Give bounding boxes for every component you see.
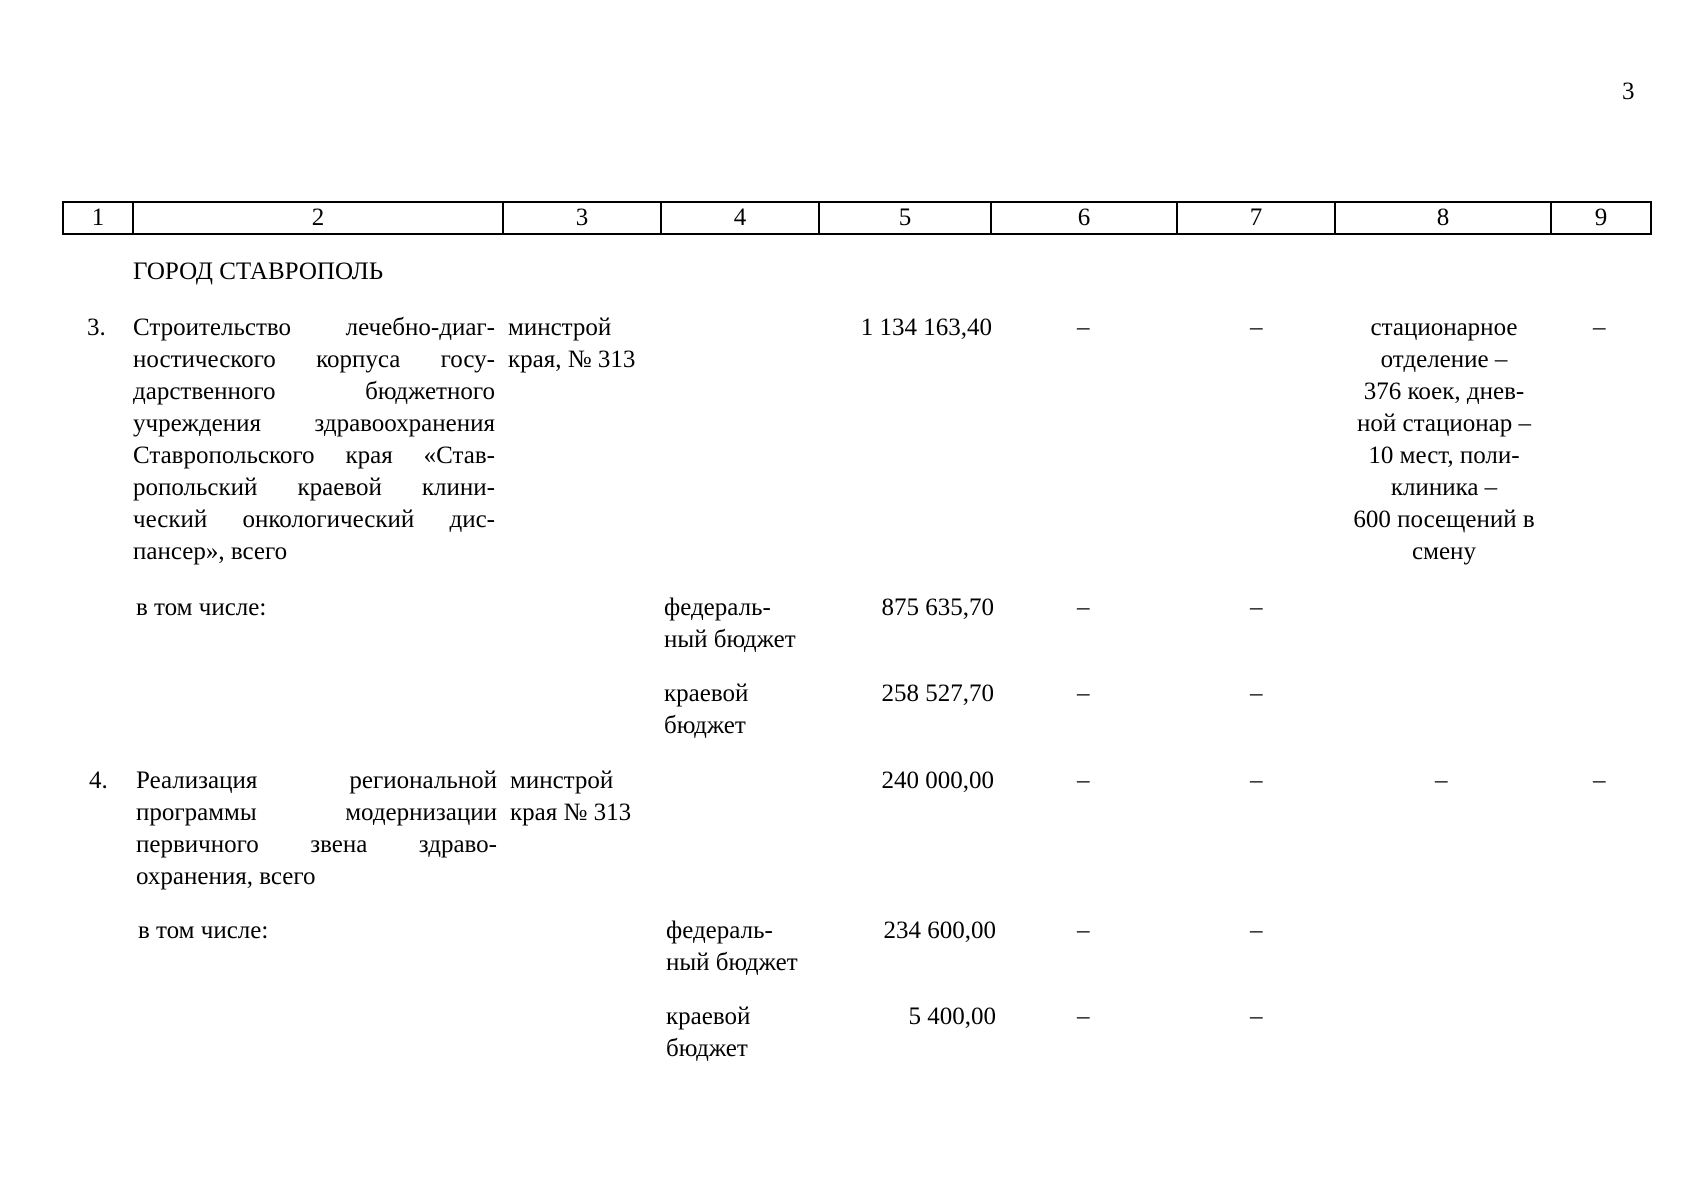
row-name-line: Ставропольского края «Став- — [133, 442, 495, 469]
sub-source-line: краевой — [664, 680, 749, 707]
row-amount: 1 134 163,40 — [860, 314, 992, 341]
row-customer-line: минстрой — [510, 767, 614, 794]
row-col8: – — [1435, 767, 1448, 794]
sub-col7: – — [1250, 1003, 1263, 1030]
sub-source — [664, 678, 748, 742]
row-capacity-line: клиника – — [1390, 474, 1498, 501]
row-name-line: ностического корпуса госу- — [133, 346, 495, 373]
sub-amount: 234 600,00 — [883, 917, 996, 944]
sub-col7: – — [1250, 680, 1263, 707]
row-name-line: ческий онкологический дис- — [133, 506, 495, 533]
row-number: 3. — [87, 314, 106, 341]
page-number: 3 — [1622, 78, 1635, 105]
row-capacity-line: стационарное — [1370, 314, 1518, 341]
row-number: 4. — [89, 767, 108, 794]
row-capacity-line: ной стационар – — [1357, 410, 1531, 437]
header-col-9: 9 — [1551, 202, 1651, 234]
row-capacity-line: 10 мест, поли- — [1368, 442, 1520, 469]
sub-source-line: ный бюджет — [664, 626, 796, 653]
sub-source-line: федераль- — [666, 917, 773, 944]
row-capacity-line: смену — [1412, 538, 1476, 565]
row-amount: 240 000,00 — [881, 767, 994, 794]
row-name — [136, 765, 497, 893]
row-name-line: ропольский краевой клини- — [133, 474, 495, 501]
row-col6: – — [1077, 314, 1090, 341]
sub-source-line: ный бюджет — [666, 949, 798, 976]
header-col-6: 6 — [991, 202, 1177, 234]
row-col9: – — [1593, 767, 1606, 794]
including-label: в том числе: — [136, 594, 267, 621]
header-col-2: 2 — [133, 202, 503, 234]
sub-source — [666, 915, 798, 979]
row-customer — [508, 312, 635, 376]
column-number-header — [62, 201, 1652, 235]
row-name-line: дарственного бюджетного — [133, 378, 495, 405]
row-capacity-line: отделение – — [1380, 346, 1508, 373]
header-col-1: 1 — [63, 202, 133, 234]
section-title: ГОРОД СТАВРОПОЛЬ — [133, 258, 384, 285]
sub-source-line: федераль- — [664, 594, 771, 621]
row-capacity — [1336, 312, 1552, 568]
sub-amount: 5 400,00 — [908, 1003, 996, 1030]
row-col6: – — [1077, 767, 1090, 794]
row-name-line: охранения, всего — [136, 863, 316, 890]
sub-col6: – — [1077, 917, 1090, 944]
row-col7: – — [1250, 767, 1263, 794]
row-name-line: Реализация региональной — [136, 767, 497, 794]
row-capacity-line: 600 посещений в — [1353, 506, 1535, 533]
row-col7: – — [1250, 314, 1263, 341]
sub-col7: – — [1250, 594, 1263, 621]
row-customer-line: края, № 313 — [508, 346, 636, 373]
sub-col6: – — [1077, 680, 1090, 707]
sub-col6: – — [1077, 594, 1090, 621]
sub-source — [664, 592, 796, 656]
row-name-line: учреждения здравоохранения — [133, 410, 495, 437]
header-col-3: 3 — [503, 202, 661, 234]
sub-source-line: краевой — [666, 1003, 751, 1030]
row-name — [133, 312, 495, 568]
row-capacity-line: 376 коек, днев- — [1363, 378, 1525, 405]
row-name-line: пансер», всего — [133, 538, 288, 565]
sub-source — [666, 1001, 750, 1065]
sub-amount: 258 527,70 — [881, 680, 994, 707]
row-col9: – — [1593, 314, 1606, 341]
sub-amount: 875 635,70 — [881, 594, 994, 621]
row-customer-line: минстрой — [508, 314, 612, 341]
including-label: в том числе: — [138, 917, 269, 944]
row-customer-line: края № 313 — [510, 799, 632, 826]
row-customer — [510, 765, 631, 829]
row-name-line: первичного звена здраво- — [136, 831, 497, 858]
row-name-line: программы модернизации — [136, 799, 497, 826]
header-col-7: 7 — [1177, 202, 1335, 234]
sub-col7: – — [1250, 917, 1263, 944]
sub-source-line: бюджет — [666, 1035, 748, 1062]
row-name-line: Строительство лечебно-диаг- — [133, 314, 495, 341]
sub-source-line: бюджет — [664, 712, 746, 739]
header-col-4: 4 — [661, 202, 819, 234]
header-col-5: 5 — [819, 202, 991, 234]
header-col-8: 8 — [1335, 202, 1551, 234]
sub-col6: – — [1077, 1003, 1090, 1030]
